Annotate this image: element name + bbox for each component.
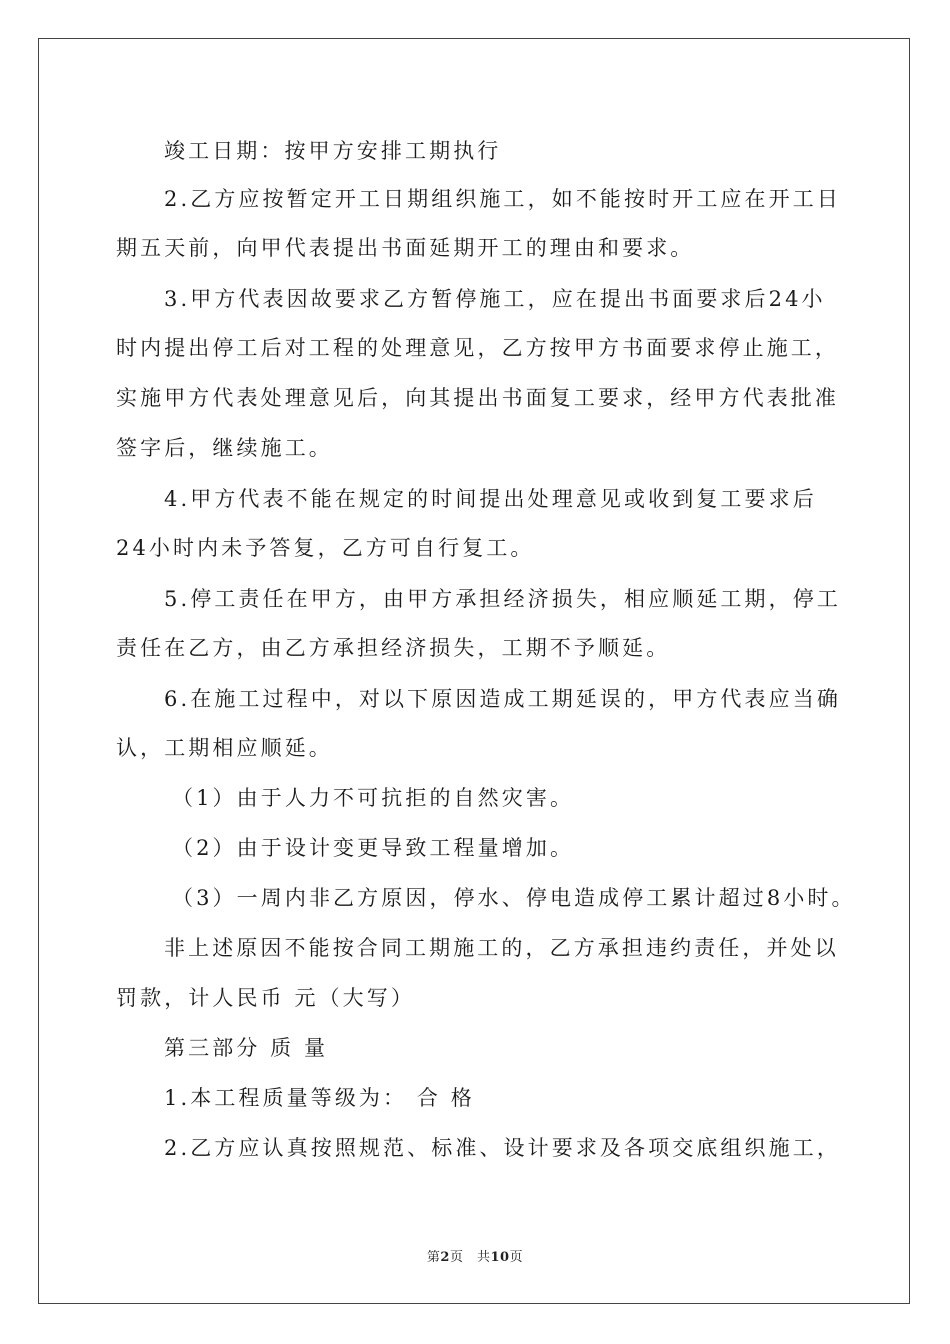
text-line: 罚款，计人民币 元（大写） bbox=[116, 986, 415, 1010]
text-line: 期五天前，向甲代表提出书面延期开工的理由和要求。 bbox=[116, 236, 695, 260]
text-line: 竣工日期：按甲方安排工期执行 bbox=[164, 139, 502, 163]
text-line: 2.乙方应认真按照规范、标准、设计要求及各项交底组织施工， bbox=[164, 1136, 841, 1160]
text-line: 5.停工责任在甲方，由甲方承担经济损失，相应顺延工期，停工 bbox=[164, 587, 841, 611]
text-line: 时内提出停工后对工程的处理意见，乙方按甲方书面要求停止施工， bbox=[116, 336, 839, 360]
text-line: 责任在乙方，由乙方承担经济损失，工期不予顺延。 bbox=[116, 636, 671, 660]
page-number-footer bbox=[0, 1246, 950, 1265]
text-line: 4.甲方代表不能在规定的时间提出处理意见或收到复工要求后 bbox=[164, 487, 817, 511]
section-heading: 第三部分 质 量 bbox=[164, 1036, 329, 1060]
footer-page-mid: 页 共 bbox=[449, 1250, 491, 1265]
text-line: 6.在施工过程中，对以下原因造成工期延误的，甲方代表应当确 bbox=[164, 687, 841, 711]
text-line: （2）由于设计变更导致工程量增加。 bbox=[172, 836, 575, 860]
footer-total-pages: 10 bbox=[490, 1250, 510, 1265]
text-line: 2.乙方应按暂定开工日期组织施工，如不能按时开工应在开工日 bbox=[164, 187, 841, 211]
text-line: 3.甲方代表因故要求乙方暂停施工，应在提出书面要求后24小 bbox=[164, 287, 826, 311]
page-border bbox=[38, 38, 910, 1304]
footer-page-suffix: 页 bbox=[509, 1250, 524, 1265]
text-line: （1）由于人力不可抗拒的自然灾害。 bbox=[172, 786, 575, 810]
text-line: 实施甲方代表处理意见后，向其提出书面复工要求，经甲方代表批准 bbox=[116, 386, 839, 410]
footer-current-page: 2 bbox=[440, 1250, 450, 1265]
text-line: 认，工期相应顺延。 bbox=[116, 736, 333, 760]
text-line: 1.本工程质量等级为： 合 格 bbox=[164, 1086, 475, 1110]
text-line: 非上述原因不能按合同工期施工的，乙方承担违约责任，并处以 bbox=[164, 936, 839, 960]
text-line: （3）一周内非乙方原因，停水、停电造成停工累计超过8小时。 bbox=[172, 886, 856, 910]
footer-page-prefix: 第 bbox=[426, 1250, 441, 1265]
text-line: 签字后，继续施工。 bbox=[116, 436, 333, 460]
text-line: 24小时内未予答复，乙方可自行复工。 bbox=[116, 536, 535, 560]
